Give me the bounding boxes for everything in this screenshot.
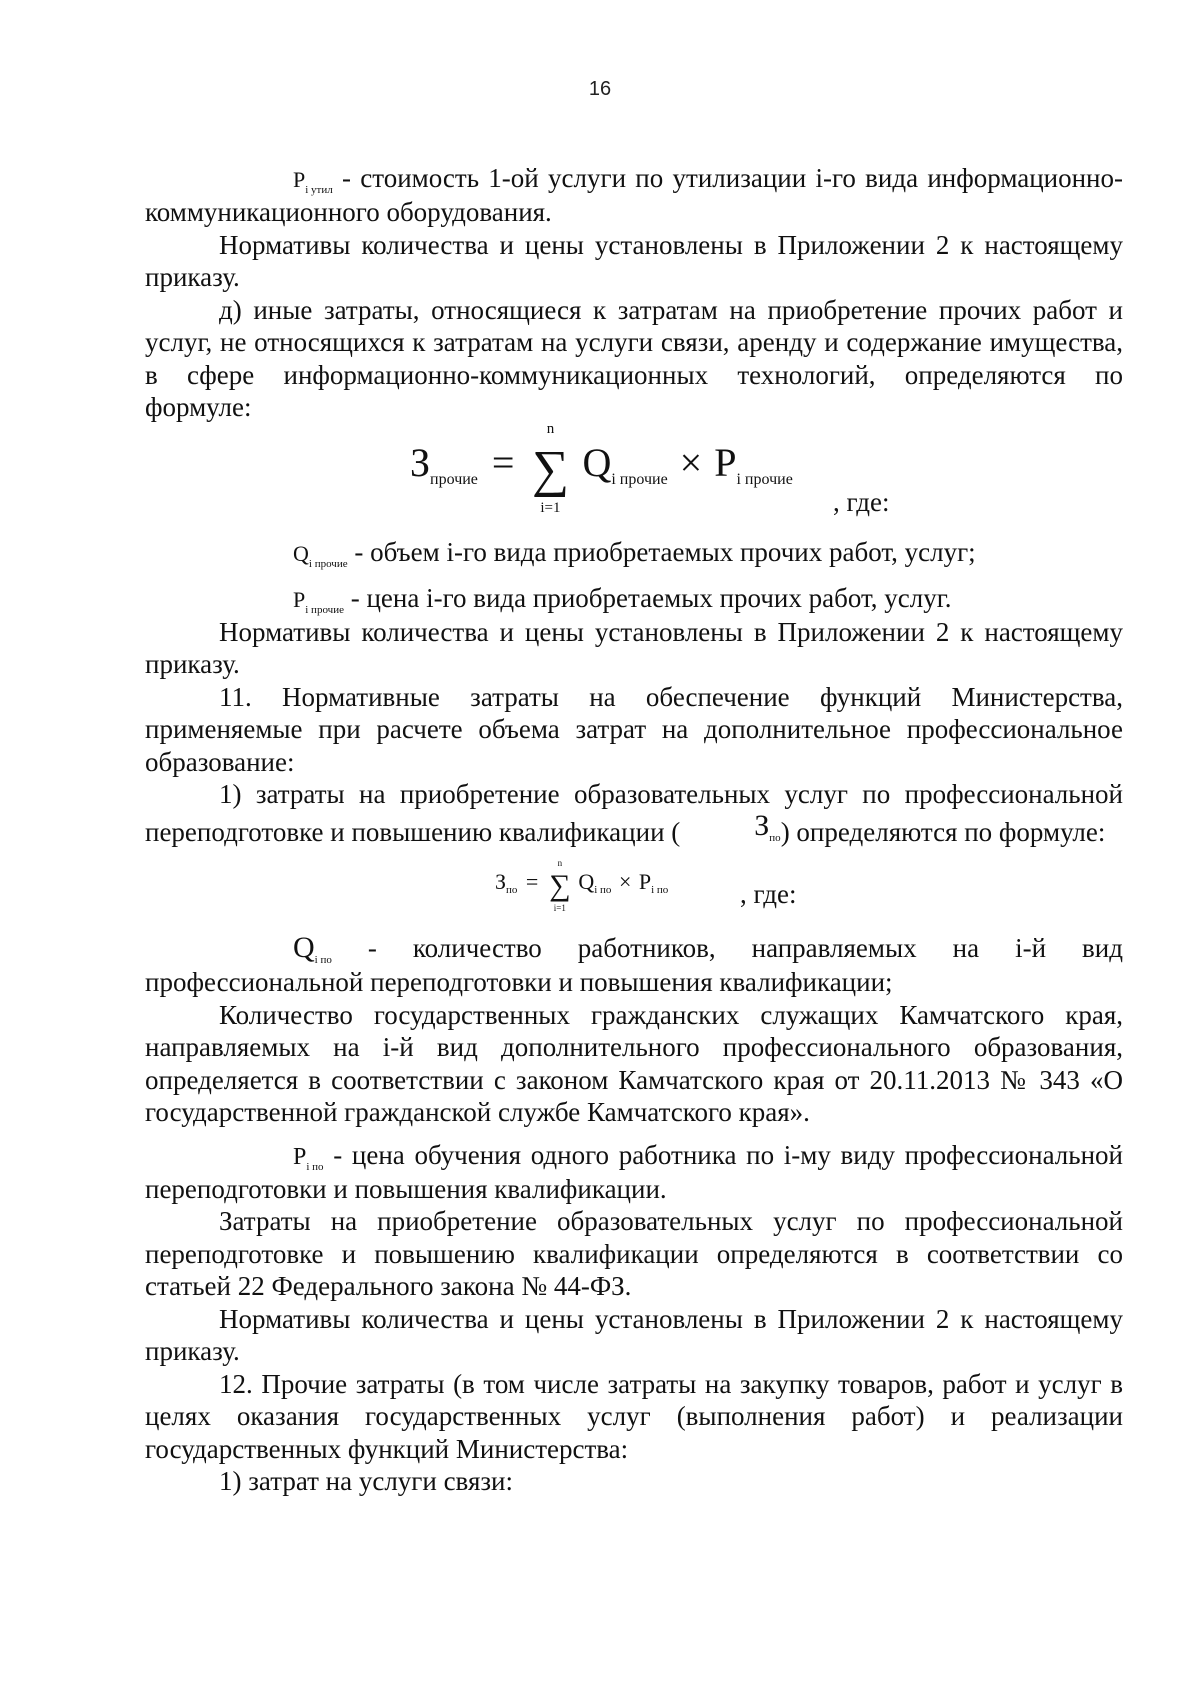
paragraph-section-12: 12. Прочие затраты (в том числе затраты на закупку товаров, работ и услуг в целях оказания государственных услуг (выполнения работ) и реализации государственных функций Министерства:: [145, 1368, 1123, 1464]
formula-other-costs: [145, 420, 1123, 532]
formula-1-p: $P_{i прочие}$: [714, 439, 793, 488]
symbol-q-po: $Q_{i по}$: [293, 931, 332, 966]
formula-1-eq: =: [491, 439, 515, 485]
formula-1-times: ×: [679, 439, 703, 485]
paragraph-communication-costs: 1) затрат на услуги связи:: [219, 1466, 513, 1496]
page-number: 16: [588, 78, 612, 100]
symbol-q-other: $Q_{i прочие}$: [293, 540, 348, 570]
paragraph-education-procurement: Затраты на приобретение образовательных услуг по профессиональной переподготовке и повышению квалификации определяются в соответствии со статьей 22 Федерального закона № 44-ФЗ.: [145, 1206, 1123, 1301]
symbol-p-po: $P_{i по}$: [293, 1143, 324, 1173]
paragraph-norms-2: Нормативы количества и цены установлены в Приложении 2 к настоящему приказу.: [145, 616, 1123, 679]
formula-1-where: , где:: [833, 486, 890, 517]
paragraph-p-po: [145, 1139, 1123, 1206]
formula-2-sum-bottom: i=1: [553, 903, 566, 913]
formula-2-sum: ∑ n i=1: [547, 871, 573, 901]
paragraph-q-po: [145, 932, 1123, 999]
paragraph-text: - объем i-го вида приобретаемых прочих работ, услуг;: [347, 536, 976, 567]
paragraph-p-other: [145, 582, 1123, 616]
paragraph-norms-1: Нормативы количества и цены установлены в Приложении 2 к настоящему приказу.: [145, 229, 1123, 292]
formula-2-sum-top: n: [557, 858, 563, 868]
symbol-z-po: $З_{по}$: [754, 808, 781, 844]
formula-2-lhs: Зпо: [495, 869, 518, 896]
paragraph-q-other: [145, 536, 1123, 570]
formula-2-where: , где:: [740, 879, 797, 909]
formula-2-q: Qi по: [578, 869, 612, 896]
formula-1-sum-top: n: [546, 420, 555, 437]
paragraph-other-costs: д) иные затраты, относящиеся к затратам на приобретение прочих работ и услуг, не относящихся к затратам на услуги связи, аренду и содержание имущества, в сфере информационно-коммуникационных технологий, определяются по формуле:: [145, 294, 1123, 422]
formula-2-p: Pi по: [638, 869, 669, 896]
formula-2-eq: =: [525, 869, 539, 894]
formula-1-lhs: $З_{прочие}$: [410, 439, 478, 488]
paragraph-text: - цена i-го вида приобретаемых прочих работ, услуг.: [343, 582, 952, 613]
paragraph-p-util: [145, 162, 1123, 229]
paragraph-civil-servants: Количество государственных гражданских служащих Камчатского края, направляемых на i-й вид дополнительного профессионального образования, определяется в соответствии с законом Камчатского края от 20.11.2013 № 343 «О государственной гражданской службе Камчатского края».: [145, 999, 1123, 1127]
document-body: [145, 162, 1123, 1498]
paragraph-education-costs: 1) затраты на приобретение образовательных услуг по профессиональной переподготовке и повышению квалификации ( $З_{по}$) определяются по формуле:: [145, 779, 1123, 847]
formula-2-times: ×: [618, 869, 632, 894]
formula-education: [145, 848, 1123, 926]
symbol-p-other: $P_{i прочие}$: [293, 586, 344, 616]
paragraph-text: - стоимость 1-ой услуги по утилизации i-го вида информационно-коммуникационного оборудования.: [145, 163, 1123, 227]
formula-2-expression: [495, 858, 669, 913]
formula-1-sum-bottom: i=1: [540, 499, 561, 516]
symbol-p-util: $P_{i утил}$: [293, 167, 333, 196]
formula-1-sum: ∑ n i=1: [528, 444, 572, 496]
formula-1-q: $Q_{i прочие}$: [582, 439, 668, 488]
paragraph-norms-3: Нормативы количества и цены установлены в Приложении 2 к настоящему приказу.: [145, 1303, 1123, 1366]
formula-1-expression: [410, 420, 793, 516]
paragraph-text: - цена обучения одного работника по i-му виду профессиональной переподготовки и повышения квалификации.: [145, 1139, 1123, 1204]
paragraph-section-11: 11. Нормативные затраты на обеспечение функций Министерства, применяемые при расчете объема затрат на дополнительное профессиональное образование:: [145, 681, 1123, 777]
paragraph-text: - количество работников, направляемых на i-й вид профессиональной переподготовки и повышения квалификации;: [145, 933, 1123, 997]
